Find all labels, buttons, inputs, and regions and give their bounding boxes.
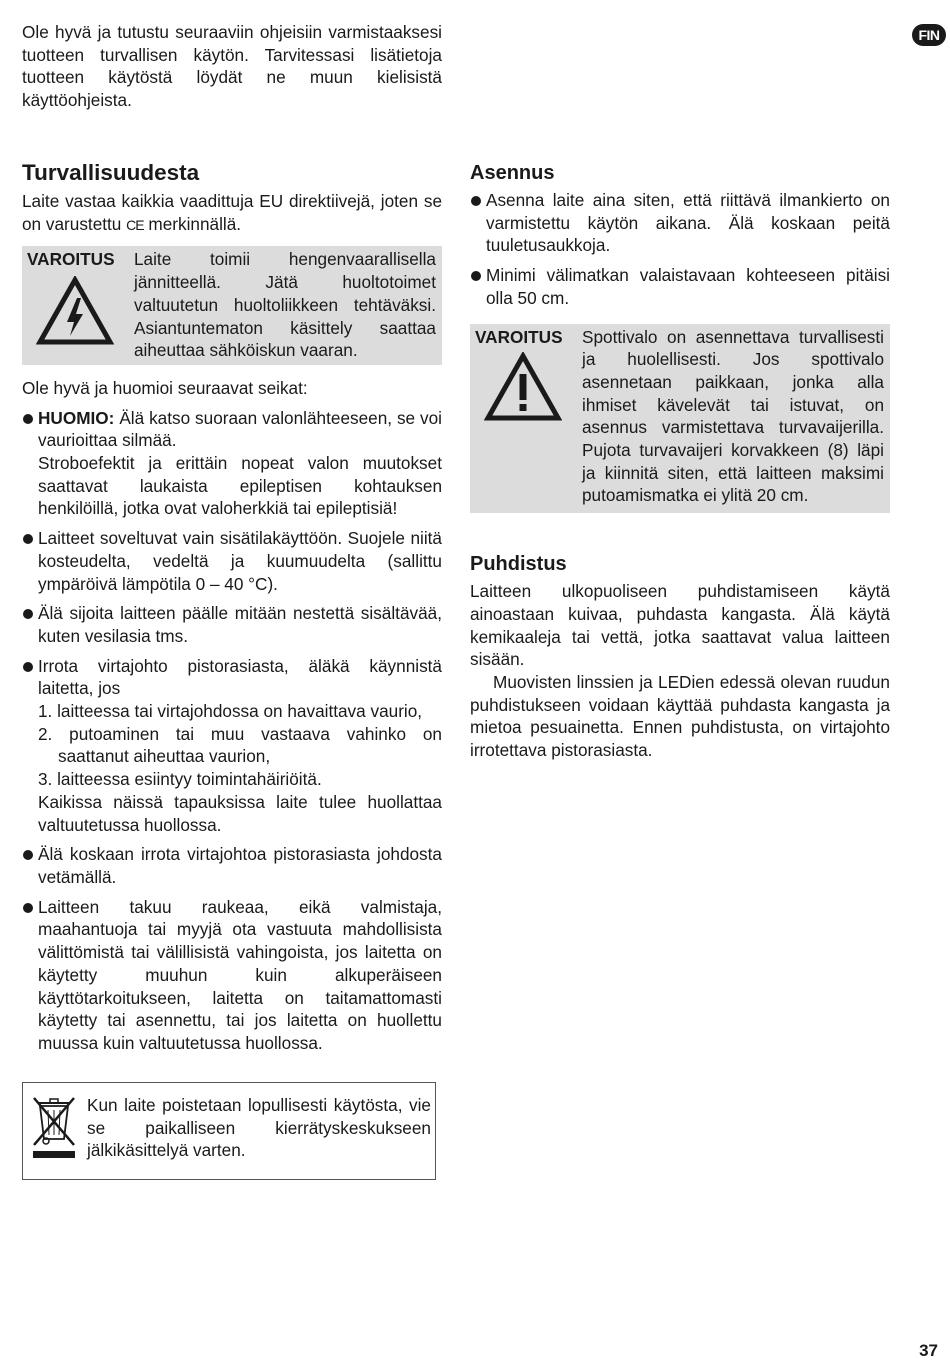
recycling-box: [22, 1082, 436, 1180]
mounting-warning-box: [470, 324, 890, 514]
list-item: [22, 655, 442, 837]
unplug-text: Irrota virtajohto pistorasiasta, äläkä käynnistä laitetta, jos: [38, 655, 442, 699]
recycling-text: Kun laite poistetaan lopullisesti käytösta, vie se paikalliseen kierrätyskeskukseen jälkikäsittelyä varten.: [87, 1095, 431, 1161]
ce-text-before: Laite vastaa kaikkia vaadittuja EU direktiivejä, joten se on varustettu: [22, 191, 442, 234]
damage-condition: 3. laitteessa esiintyy toimintahäiriöitä.: [38, 769, 322, 790]
cleaning-heading: Puhdistus: [470, 553, 567, 576]
distance-text: Minimi välimatkan valaistavaan kohteeseen pitäisi olla 50 cm.: [486, 265, 890, 308]
safety-heading: Turvallisuudesta: [22, 160, 200, 185]
list-item: [22, 896, 442, 1055]
bullet-icon: [23, 534, 33, 544]
intro-paragraph: Ole hyvä ja tutustu seuraaviin ohjeisiin varmistaaksesi tuotteen turvallisen käytön. Tarvitessasi lisätietoja tuotteen käytöstä löydät ne muun kielisistä käyttöohjeista.: [22, 22, 442, 111]
page-number: 37: [919, 1341, 938, 1360]
strobe-note: Stroboefektit ja erittäin nopeat valon muutokset saattavat laukaista epileptisen kohtauksen henkilöillä, jotka ovat valoherkkiä tai epileptisiä!: [38, 453, 442, 519]
bullet-icon: [471, 271, 481, 281]
list-item: [22, 843, 442, 888]
exclamation-warning-icon: [484, 352, 562, 428]
bullet-icon: [23, 414, 33, 424]
install-heading: Asennus: [470, 162, 555, 184]
warranty-text: Laitteen takuu raukeaa, eikä valmistaja, maahantuoja tai myyjä ota vastuuta mahdollisista välittömistä tai välillisistä vahingoista, jos laitetta on käytetty muuhun kuin alkuperäiseen käyttötarkoitukseen, laitetta on taitamattomasti käytetty tai asennettu, tai jos laitetta on huollettu muussa kuin valtuutetussa huollossa.: [38, 896, 442, 1053]
high-voltage-icon: [36, 276, 114, 352]
service-note: Kaikissa näissä tapauksissa laite tulee huollattaa valtuutetussa huollossa.: [38, 791, 442, 835]
ce-text-after: merkinnällä.: [148, 213, 242, 234]
note-intro: Ole hyvä ja huomioi seuraavat seikat:: [22, 377, 308, 398]
warning-label: VAROITUS: [27, 249, 115, 270]
no-liquids-text: Älä sijoita laitteen päälle mitään nestettä sisältävää, kuten vesilasia tms.: [38, 603, 442, 646]
language-badge: FIN: [912, 24, 946, 46]
install-section: [470, 160, 890, 762]
mounting-warning-text: Spottivalo on asennettava turvallisesti ja huolellisesti. Jos spottivalo asennetaan paikkaan, jonka alla ihmiset kävelevät tai istuvat, on asennus varmistettava turvavaijerilla. Pujota turvavaijeri korvakkeen (8) läpi ja kiinnitä siten, että laitteen maksimi putoamismatka ei ylitä 20 cm.: [582, 326, 884, 506]
list-item: [22, 602, 442, 647]
cord-pull-text: Älä koskaan irrota virtajohtoa pistorasiasta johdosta vetämällä.: [38, 844, 442, 887]
airflow-text: Asenna laite aina siten, että riittävä ilmankierto on varmistettu käytön aikana. Älä koskaan peitä tuuletusaukkoja.: [486, 190, 890, 256]
list-item: [22, 407, 442, 521]
bullet-icon: [23, 903, 33, 913]
lens-cleaning-paragraph: Muovisten linssien ja LEDien edessä olevan ruudun puhdistukseen voidaan käyttää puhdasta kangasta ja mietoa pesuainetta. Ennen puhdistusta, on virtajohto irrotettava pistorasiasta.: [470, 671, 890, 761]
caution-text: [38, 407, 442, 452]
indoor-use-text: Laitteet soveltuvat vain sisätilakäyttöön. Suojele niitä kosteudelta, vedeltä ja kuumuudelta (sallittu ympäröivä lämpötila 0 – 40 °C).: [38, 528, 442, 594]
ce-paragraph: [22, 190, 442, 236]
bullet-icon: [471, 196, 481, 206]
list-item: [22, 527, 442, 595]
cleaning-paragraph: Laitteen ulkopuoliseen puhdistamiseen käytä ainoastaan kuivaa, puhdasta kangasta. Älä käytä kemikaaleja tai vettä, jotka saattavat valua laitteen sisään.: [470, 581, 890, 670]
ce-mark-icon: CE: [126, 216, 144, 233]
caution-body: Älä katso suoraan valonlähteeseen, se voi vaurioittaa silmää.: [38, 407, 442, 451]
list-item: [470, 189, 890, 257]
list-item: [470, 264, 890, 309]
warning-label: VAROITUS: [475, 326, 563, 347]
bullet-icon: [23, 609, 33, 619]
damage-condition: 1. laitteessa tai virtajohdossa on havaittava vaurio,: [38, 701, 423, 722]
safety-section: [22, 158, 442, 1055]
electric-warning-text: Laite toimii hengenvaarallisella jännitteellä. Jätä huoltotoimet valtuutetun huoltoliikkeen tehtäväksi. Asiantuntematon käsittely saattaa aiheuttaa sähköiskun vaaran.: [134, 249, 436, 361]
damage-condition: 2. putoaminen tai muu vastaava vahinko on saattanut aiheuttaa vaurion,: [38, 723, 442, 767]
bullet-icon: [23, 850, 33, 860]
electric-warning-box: [22, 246, 442, 365]
caution-label: HUOMIO:: [38, 407, 115, 428]
bullet-icon: [23, 662, 33, 672]
crossed-bin-icon: [31, 1095, 77, 1167]
